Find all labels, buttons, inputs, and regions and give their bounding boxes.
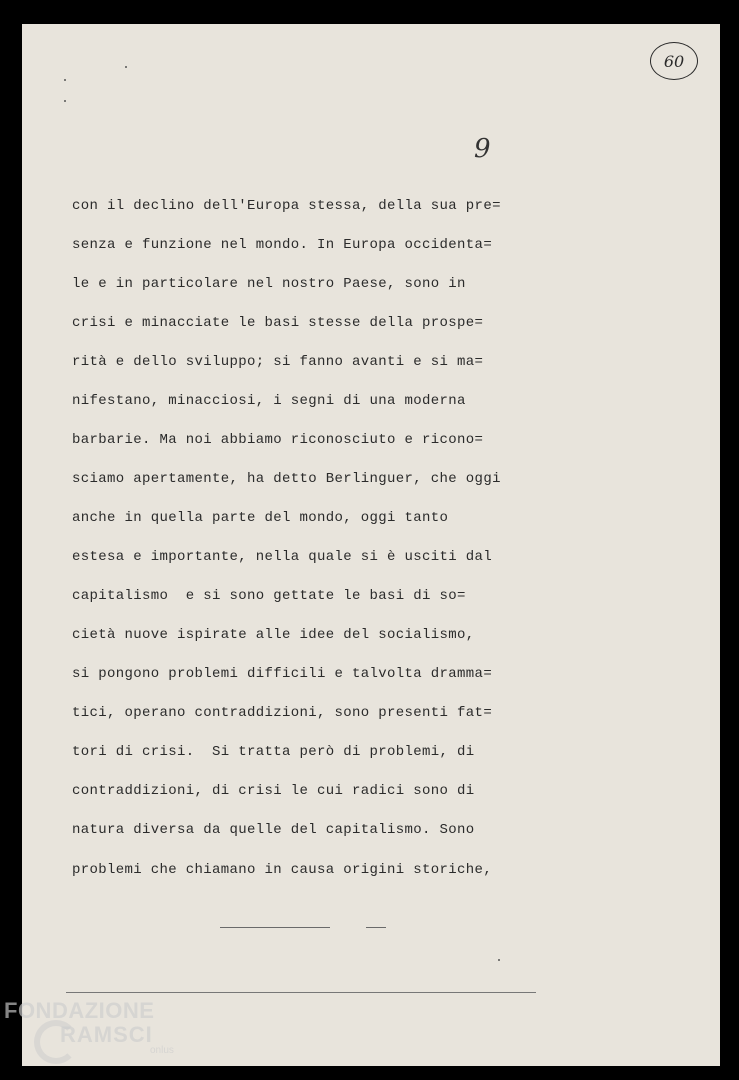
text-line: contraddizioni, di crisi le cui radici sono di bbox=[72, 783, 475, 799]
document-page bbox=[22, 24, 720, 1066]
text-line: nifestano, minacciosi, i segni di una moderna bbox=[72, 393, 466, 409]
text-line: tici, operano contraddizioni, sono presenti fat= bbox=[72, 705, 493, 721]
paper-speck bbox=[64, 79, 66, 81]
text-line: sciamo apertamente, ha detto Berlinguer, che oggi bbox=[72, 471, 501, 487]
text-line: natura diversa da quelle del capitalismo. Sono bbox=[72, 822, 475, 838]
text-line: le e in particolare nel nostro Paese, sono in bbox=[72, 276, 466, 292]
text-line: capitalismo e si sono gettate le basi di so= bbox=[72, 588, 466, 604]
fondazione-gramsci-watermark: FONDAZIONE RAMSCI onlus bbox=[4, 1000, 174, 1056]
text-line: barbarie. Ma noi abbiamo riconosciuto e ricono= bbox=[72, 432, 484, 448]
paper-speck bbox=[498, 959, 500, 961]
text-line: cietà nuove ispirate alle idee del socialismo, bbox=[72, 627, 475, 643]
typed-rule bbox=[220, 927, 330, 928]
text-line: anche in quella parte del mondo, oggi tanto bbox=[72, 510, 449, 526]
text-line: con il declino dell'Europa stessa, della sua pre= bbox=[72, 198, 501, 214]
typed-rule bbox=[66, 992, 536, 993]
paper-speck bbox=[64, 100, 66, 102]
text-line: senza e funzione nel mondo. In Europa occidenta= bbox=[72, 237, 493, 253]
paper-speck bbox=[125, 66, 127, 68]
typed-page-number: 9 bbox=[474, 134, 491, 164]
text-line: estesa e importante, nella quale si è usciti dal bbox=[72, 549, 493, 565]
g-letter-logo-icon bbox=[34, 1020, 78, 1064]
text-line: problemi che chiamano in causa origini storiche, bbox=[72, 862, 493, 878]
text-line: si pongono problemi difficili e talvolta dramma= bbox=[72, 666, 493, 682]
text-line: crisi e minacciate le basi stesse della prospe= bbox=[72, 315, 484, 331]
typed-rule bbox=[366, 927, 386, 928]
text-line: tori di crisi. Si tratta però di problemi, di bbox=[72, 744, 475, 760]
archive-page-number: 60 bbox=[650, 42, 698, 80]
text-line: rità e dello sviluppo; si fanno avanti e si ma= bbox=[72, 354, 484, 370]
